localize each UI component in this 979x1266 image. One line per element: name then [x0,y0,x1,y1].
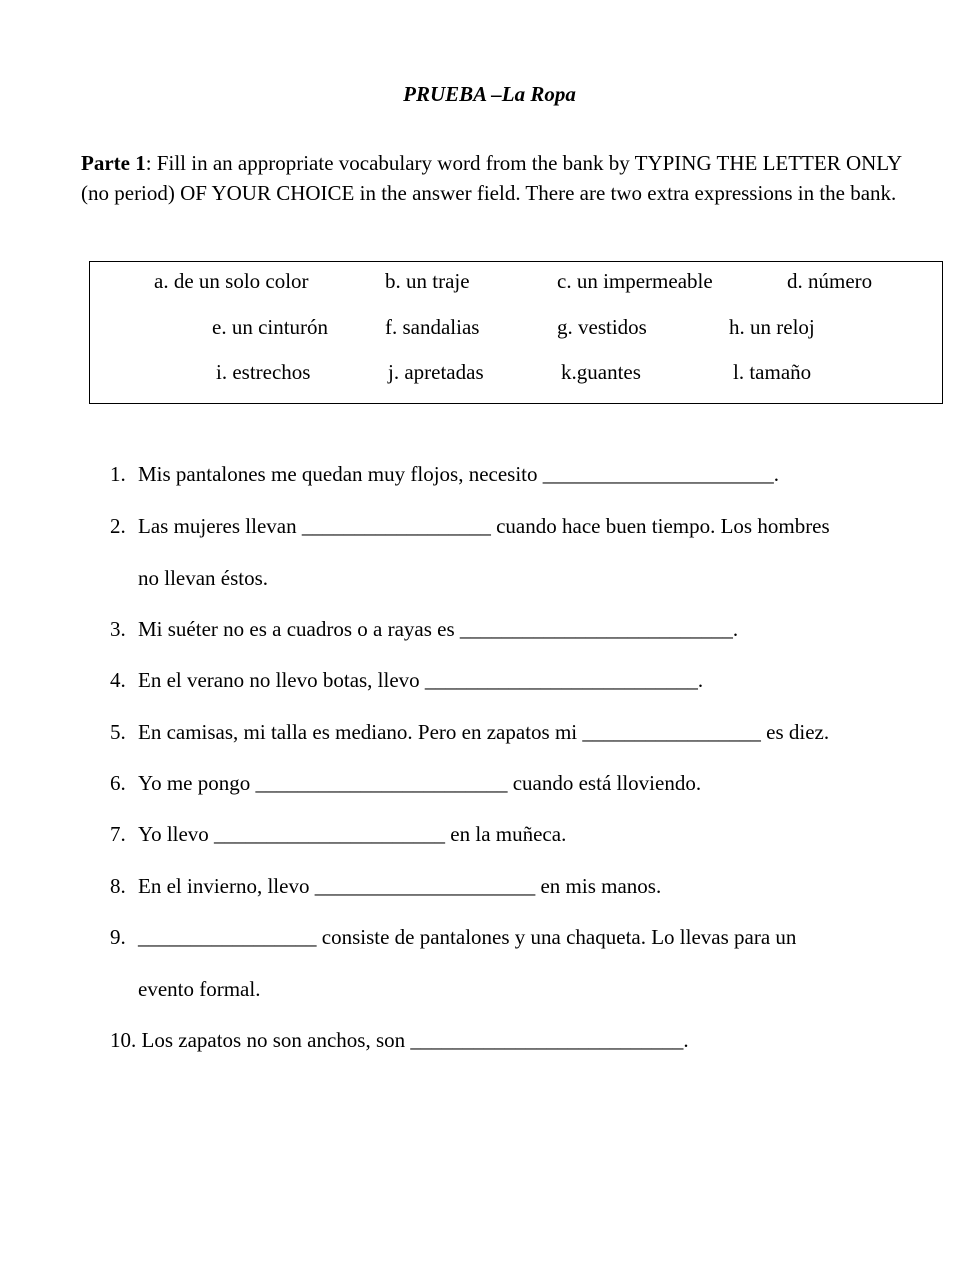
question-2 [110,514,830,539]
question-number: 9. [110,925,126,949]
question-number: 8. [110,874,126,898]
bank-item-b: b. un traje [385,269,470,293]
bank-item-j: j. apretadas [388,360,484,384]
question-number: 6. [110,771,126,795]
question-4 [110,668,703,693]
bank-item-e: e. un cinturón [212,315,329,339]
bank-item-h: h. un reloj [729,315,815,339]
question-9-continuation: evento formal. [138,977,261,1001]
question-text: Yo me pongo ________________________ cuando está lloviendo. [138,771,702,795]
question-8 [110,874,661,899]
instructions-text: : Fill in an appropriate vocabulary word from the bank by TYPING THE LETTER ONLY (no period) OF YOUR CHOICE in the answer field. There are two extra expressions in the bank. [81,151,902,205]
instructions [81,148,911,208]
question-number: 7. [110,822,126,846]
question-text: Mi suéter no es a cuadros o a rayas es __________________________. [138,617,739,641]
bank-item-a: a. de un solo color [154,269,309,293]
question-number: 4. [110,668,126,692]
question-text: _________________ consiste de pantalones y una chaqueta. Lo llevas para un [138,925,797,949]
question-5 [110,720,829,745]
instructions-label: Parte 1 [81,151,146,175]
question-text: En el verano no llevo botas, llevo __________________________. [138,668,704,692]
question-number: 5. [110,720,126,744]
question-text: Mis pantalones me quedan muy flojos, necesito ______________________. [138,462,780,486]
bank-item-i: i. estrechos [216,360,311,384]
question-2-continuation: no llevan éstos. [138,566,269,590]
question-text: En el invierno, llevo _____________________ en mis manos. [138,874,662,898]
question-text: Los zapatos no son anchos, son __________________________. [141,1028,689,1052]
question-text: En camisas, mi talla es mediano. Pero en zapatos mi _________________ es diez. [138,720,830,744]
question-6 [110,771,701,796]
bank-item-l: l. tamaño [733,360,812,384]
bank-item-d: d. número [787,269,873,293]
question-10 [110,1028,689,1053]
question-7 [110,822,566,847]
question-text: Las mujeres llevan __________________ cuando hace buen tiempo. Los hombres [138,514,830,538]
bank-item-c: c. un impermeable [557,269,713,293]
question-number: 1. [110,462,126,486]
bank-item-f: f. sandalias [385,315,480,339]
question-1 [110,462,779,487]
question-number: 3. [110,617,126,641]
question-text: Yo llevo ______________________ en la muñeca. [138,822,567,846]
bank-item-g: g. vestidos [557,315,647,339]
question-number: 10. [110,1028,137,1052]
question-3 [110,617,738,642]
bank-item-k: k.guantes [561,360,641,384]
question-9 [110,925,796,950]
question-number: 2. [110,514,126,538]
page-title: PRUEBA –La Ropa [403,82,576,106]
